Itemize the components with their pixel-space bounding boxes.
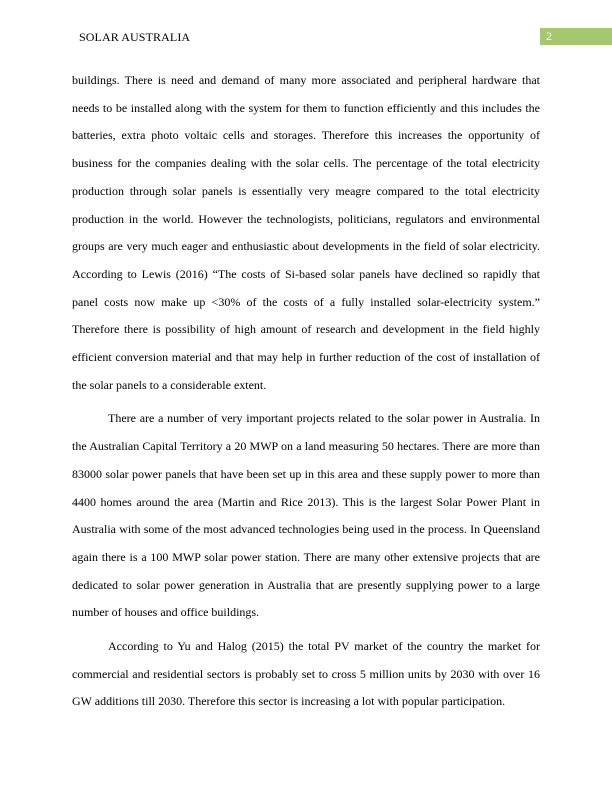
body-paragraph: According to Yu and Halog (2015) the total PV market of the country the market for commercial and residential sectors is probably set to cross 5 million units by 2030 with over 16 GW additions till 2030. Therefore this sector is increasing a lot with popular participation.: [72, 639, 540, 709]
running-head-title: SOLAR AUSTRALIA: [79, 30, 191, 44]
body-paragraph: There are a number of very important projects related to the solar power in Australia. In the Australian Capital Territory a 20 MWP on a land measuring 50 hectares. There are more than 83000 solar power panels that have been set up in this area and these supply power to more than 4400 homes around the area (Martin and Rice 2013). This is the largest Solar Power Plant in Australia with some of the most advanced technologies being used in the process. In Queensland again there is a 100 MWP solar power station. There are many other extensive projects that are dedicated to solar power generation in Australia that are presently supplying power to a large number of houses and office buildings.: [72, 411, 540, 620]
page-number-badge: 2: [540, 28, 612, 45]
document-body: [72, 67, 540, 716]
page-header: [79, 28, 552, 46]
body-paragraph: buildings. There is need and demand of many more associated and peripheral hardware that needs to be installed along with the system for them to function efficiently and this includes the batteries, extra photo voltaic cells and storages. Therefore this increases the opportunity of business for the companies dealing with the solar cells. The percentage of the total electricity production through solar panels is essentially very meagre compared to the total electricity production in the world. However the technologists, politicians, regulators and environmental groups are very much eager and enthusiastic about developments in the field of solar electricity. According to Lewis (2016) “The costs of Si-based solar panels have declined so rapidly that panel costs now make up <30% of the costs of a fully installed solar-electricity system.” Therefore there is possibility of high amount of research and development in the field highly efficient conversion material and that may help in further reduction of the cost of installation of the solar panels to a considerable extent.: [72, 73, 540, 392]
